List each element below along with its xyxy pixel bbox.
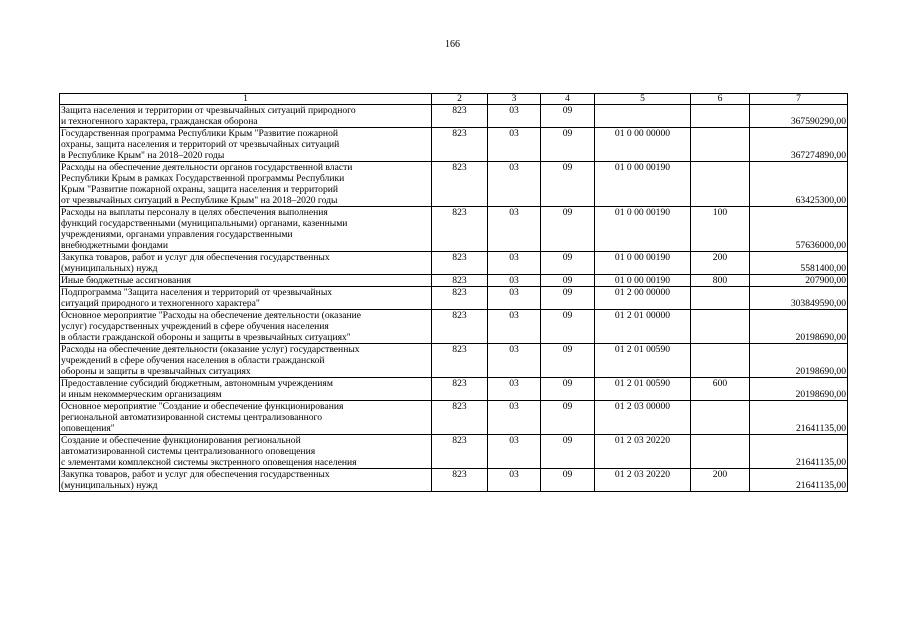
- header-row: [60, 94, 848, 105]
- header-expense-type: 6: [691, 94, 750, 105]
- row-amount: 21641135,00: [750, 401, 848, 435]
- row-name: Закупка товаров, работ и услуг для обеспечения государственных (муниципальных) нужд: [60, 252, 432, 275]
- row-amount: 63425300,00: [750, 162, 848, 207]
- row-expense-type: [691, 310, 750, 344]
- row-target: 01 2 00 00000: [595, 287, 691, 310]
- row-name: Создание и обеспечение функционирования региональной автоматизированной системы централизованного оповещения с элементами комплексной системы экстренного оповещения населения: [60, 435, 432, 469]
- row-name: Государственная программа Республики Крым "Развитие пожарной охраны, защита населения и территорий от чрезвычайных ситуаций в Республике Крым" на 2018–2020 годы: [60, 128, 432, 162]
- header-amount: 7: [750, 94, 848, 105]
- table-row: [60, 252, 848, 275]
- row-subsection: 09: [541, 401, 595, 435]
- row-section: 03: [488, 275, 541, 287]
- table-row: [60, 401, 848, 435]
- table-row: [60, 310, 848, 344]
- row-amount: 20198690,00: [750, 378, 848, 401]
- row-target: 01 0 00 00000: [595, 128, 691, 162]
- row-name: Расходы на выплаты персоналу в целях обеспечения выполнения функций государственными (муниципальными) органами, казенными учреждениями, органами управления государственными внебюджетными фондами: [60, 207, 432, 252]
- row-subsection: 09: [541, 310, 595, 344]
- row-amount: 21641135,00: [750, 469, 848, 492]
- row-name: Основное мероприятие "Создание и обеспечение функционирования региональной автоматизированной системы централизованного оповещения": [60, 401, 432, 435]
- row-subsection: 09: [541, 469, 595, 492]
- row-ministry: 823: [432, 252, 488, 275]
- row-amount: 303849590,00: [750, 287, 848, 310]
- row-expense-type: [691, 344, 750, 378]
- row-target: 01 2 01 00590: [595, 378, 691, 401]
- row-name: Основное мероприятие "Расходы на обеспечение деятельности (оказание услуг) государственных учреждений в сфере обучения населения в области гражданской обороны и защиты в чрезвычайных ситуациях": [60, 310, 432, 344]
- row-name: Защита населения и территории от чрезвычайных ситуаций природного и техногенного характера, гражданская оборона: [60, 105, 432, 128]
- header-section: 3: [488, 94, 541, 105]
- row-ministry: 823: [432, 469, 488, 492]
- row-section: 03: [488, 435, 541, 469]
- row-expense-type: [691, 128, 750, 162]
- row-amount: 367274890,00: [750, 128, 848, 162]
- row-amount: 207900,00: [750, 275, 848, 287]
- row-subsection: 09: [541, 275, 595, 287]
- budget-table: [59, 93, 848, 492]
- row-ministry: 823: [432, 275, 488, 287]
- row-target: 01 2 03 00000: [595, 401, 691, 435]
- row-ministry: 823: [432, 162, 488, 207]
- table-row: [60, 469, 848, 492]
- row-ministry: 823: [432, 105, 488, 128]
- row-section: 03: [488, 344, 541, 378]
- row-expense-type: [691, 401, 750, 435]
- row-subsection: 09: [541, 435, 595, 469]
- row-name: Расходы на обеспечение деятельности (оказание услуг) государственных учреждений в сфере обучения населения в области гражданской обороны и защиты в чрезвычайных ситуациях: [60, 344, 432, 378]
- row-name: Расходы на обеспечение деятельности органов государственной власти Республики Крым в рамках Государственной программы Республики Крым "Развитие пожарной охраны, защита населения и территорий от чрезвычайных ситуаций в Республике Крым" на 2018–2020 годы: [60, 162, 432, 207]
- table-row: [60, 162, 848, 207]
- table-row: [60, 128, 848, 162]
- row-subsection: 09: [541, 378, 595, 401]
- table-row: [60, 275, 848, 287]
- row-subsection: 09: [541, 207, 595, 252]
- row-expense-type: 600: [691, 378, 750, 401]
- row-expense-type: [691, 105, 750, 128]
- row-amount: 21641135,00: [750, 435, 848, 469]
- row-section: 03: [488, 287, 541, 310]
- row-subsection: 09: [541, 105, 595, 128]
- row-subsection: 09: [541, 128, 595, 162]
- row-name: Предоставление субсидий бюджетным, автономным учреждениям и иным некоммерческим организациям: [60, 378, 432, 401]
- row-ministry: 823: [432, 287, 488, 310]
- row-amount: 20198690,00: [750, 310, 848, 344]
- row-section: 03: [488, 469, 541, 492]
- row-target: [595, 105, 691, 128]
- row-subsection: 09: [541, 287, 595, 310]
- row-subsection: 09: [541, 344, 595, 378]
- row-target: 01 0 00 00190: [595, 252, 691, 275]
- row-section: 03: [488, 207, 541, 252]
- row-name: Закупка товаров, работ и услуг для обеспечения государственных (муниципальных) нужд: [60, 469, 432, 492]
- row-amount: 5581400,00: [750, 252, 848, 275]
- row-target: 01 2 01 00000: [595, 310, 691, 344]
- row-expense-type: [691, 287, 750, 310]
- row-section: 03: [488, 401, 541, 435]
- row-ministry: 823: [432, 344, 488, 378]
- row-amount: 367590290,00: [750, 105, 848, 128]
- row-expense-type: 200: [691, 252, 750, 275]
- row-subsection: 09: [541, 252, 595, 275]
- header-name: 1: [60, 94, 432, 105]
- row-expense-type: [691, 162, 750, 207]
- row-ministry: 823: [432, 435, 488, 469]
- row-target: 01 0 00 00190: [595, 207, 691, 252]
- row-expense-type: 200: [691, 469, 750, 492]
- table-row: [60, 207, 848, 252]
- row-name: Подпрограмма "Защита населения и территорий от чрезвычайных ситуаций природного и техногенного характера": [60, 287, 432, 310]
- row-ministry: 823: [432, 128, 488, 162]
- row-ministry: 823: [432, 207, 488, 252]
- table-row: [60, 287, 848, 310]
- row-target: 01 2 03 20220: [595, 435, 691, 469]
- row-name: Иные бюджетные ассигнования: [60, 275, 432, 287]
- row-section: 03: [488, 162, 541, 207]
- table-row: [60, 378, 848, 401]
- row-ministry: 823: [432, 310, 488, 344]
- table-row: [60, 435, 848, 469]
- row-target: 01 0 00 00190: [595, 275, 691, 287]
- row-ministry: 823: [432, 378, 488, 401]
- row-amount: 57636000,00: [750, 207, 848, 252]
- row-expense-type: [691, 435, 750, 469]
- row-section: 03: [488, 310, 541, 344]
- row-subsection: 09: [541, 162, 595, 207]
- table-row: [60, 344, 848, 378]
- row-amount: 20198690,00: [750, 344, 848, 378]
- row-target: 01 2 01 00590: [595, 344, 691, 378]
- row-expense-type: 100: [691, 207, 750, 252]
- row-target: 01 2 03 20220: [595, 469, 691, 492]
- row-target: 01 0 00 00190: [595, 162, 691, 207]
- row-section: 03: [488, 128, 541, 162]
- page-number: 166: [445, 39, 460, 50]
- row-section: 03: [488, 105, 541, 128]
- header-subsection: 4: [541, 94, 595, 105]
- header-target: 5: [595, 94, 691, 105]
- row-expense-type: 800: [691, 275, 750, 287]
- table-row: [60, 105, 848, 128]
- header-ministry: 2: [432, 94, 488, 105]
- row-ministry: 823: [432, 401, 488, 435]
- row-section: 03: [488, 252, 541, 275]
- row-section: 03: [488, 378, 541, 401]
